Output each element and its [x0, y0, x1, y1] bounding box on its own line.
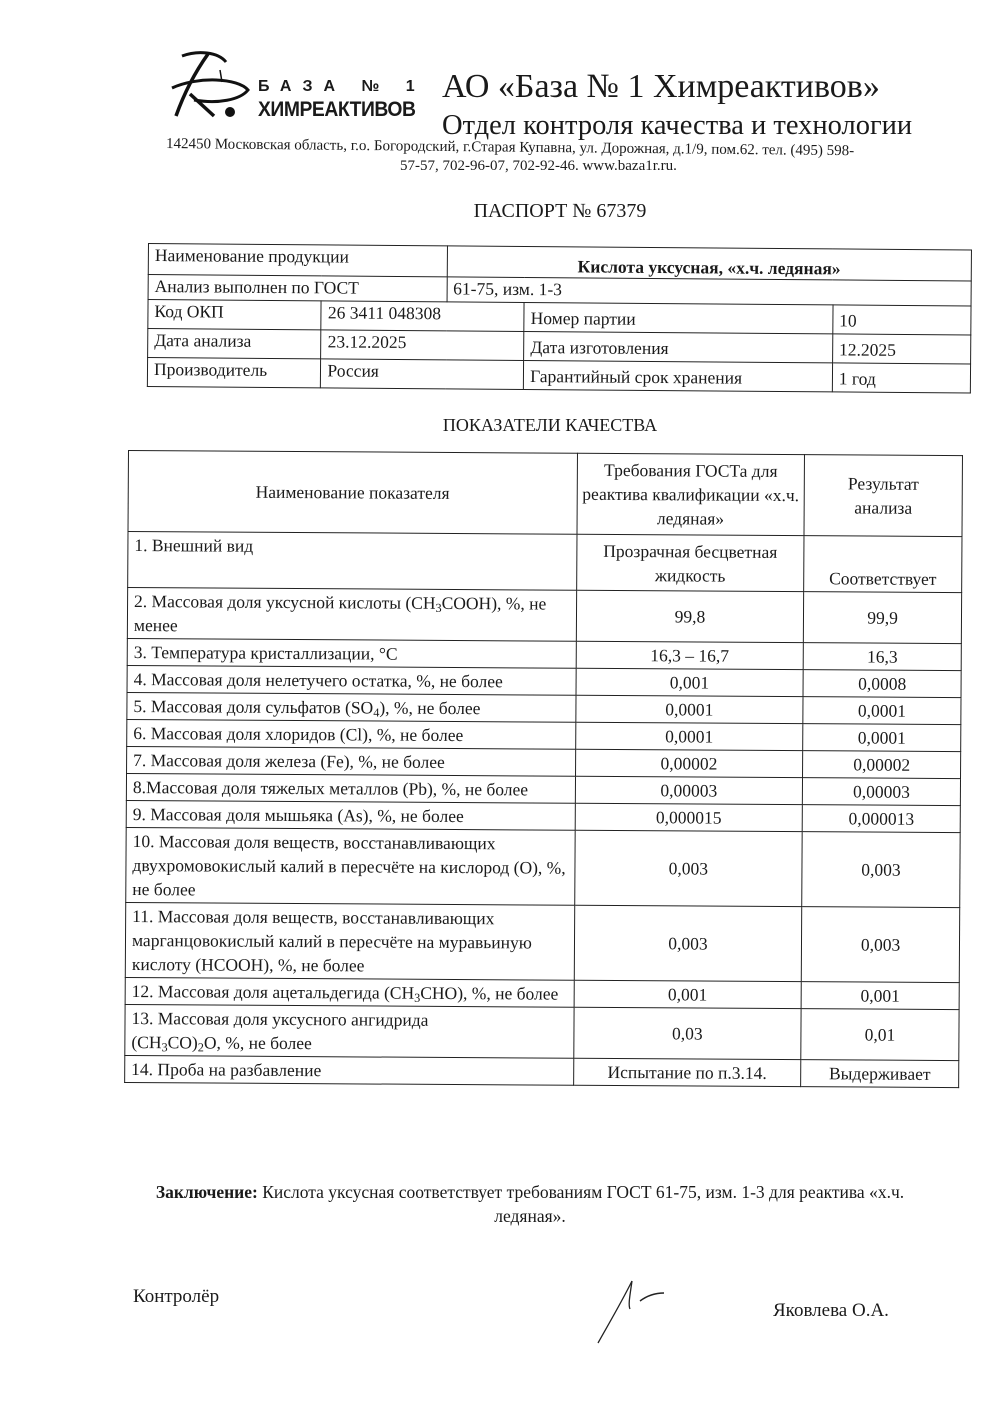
indicator-name: 9. Массовая доля мышьяка (As), %, не более	[126, 800, 575, 830]
okp-label: Код ОКП	[148, 300, 322, 330]
result-value: 0,000013	[802, 805, 960, 833]
requirement-value: 0,001	[574, 980, 802, 1008]
subscript: 3	[435, 600, 442, 615]
result-value: Соответствует	[804, 536, 962, 593]
header-requirement: Требования ГОСТа для реактива квалификации «х.ч. ледяная»	[577, 453, 805, 535]
requirement-value: Испытание по п.3.14.	[573, 1058, 801, 1086]
result-value: 0,0001	[803, 697, 961, 725]
producer-value: Россия	[321, 359, 524, 390]
name-part: CHO), %, не более	[420, 982, 559, 1004]
shelf-life-value: 1 год	[832, 363, 970, 393]
indicator-name	[127, 692, 576, 722]
requirement-value: 0,00002	[575, 749, 803, 777]
name-part: 5. Массовая доля сульфатов (SO	[133, 696, 374, 718]
table-row	[126, 827, 960, 907]
result-value: 0,003	[801, 907, 959, 983]
manufacture-date-label: Дата изготовления	[524, 331, 833, 362]
result-value: 0,00003	[803, 778, 961, 806]
result-value: 0,01	[801, 1009, 959, 1061]
logo-text-baza: БАЗА № 1	[258, 78, 426, 95]
shelf-life-label: Гарантийный срок хранения	[524, 360, 833, 391]
requirement-value: 0,00003	[575, 776, 803, 804]
quality-section-title: ПОКАЗАТЕЛИ КАЧЕСТВА	[442, 415, 658, 435]
conclusion-label: Заключение:	[155, 1182, 258, 1202]
name-part: 13. Массовая доля уксусного ангидрида (CH	[131, 1008, 429, 1053]
name-part: COOH), %, не менее	[133, 592, 547, 636]
conclusion	[150, 1180, 910, 1228]
controller-label: Контролёр	[133, 1286, 220, 1307]
gost-value: 61-75, изм. 1-3	[447, 277, 972, 306]
subscript: 3	[414, 990, 421, 1005]
product-label: Наименование продукции	[148, 244, 447, 277]
indicator-name	[125, 1004, 574, 1058]
result-value: Выдерживает	[801, 1060, 959, 1088]
result-value: 99,9	[804, 592, 962, 644]
requirement-value: 0,0001	[576, 695, 804, 723]
subscript: 2	[197, 1040, 204, 1055]
quality-table	[124, 450, 963, 1088]
indicator-name: 4. Массовая доля нелетучего остатка, %, не более	[127, 665, 576, 695]
manufacture-date-value: 12.2025	[832, 334, 970, 364]
indicator-name: 8.Массовая доля тяжелых металлов (Pb), %, не более	[126, 773, 575, 803]
passport-title: ПАСПОРТ № 67379	[473, 200, 647, 222]
analysis-date-label: Дата анализа	[148, 329, 322, 359]
header-result: Результат анализа	[804, 455, 962, 537]
batch-label: Номер партии	[524, 302, 833, 333]
requirement-value: 99,8	[576, 590, 804, 642]
company-logo-icon	[168, 48, 263, 120]
indicator-name: 3. Температура кристаллизации, °С	[127, 638, 576, 668]
table-row	[127, 588, 961, 644]
indicator-name: 10. Массовая доля веществ, восстанавливающих двухромовокислый калий в пересчёте на кислород (О), %, не более	[126, 827, 575, 905]
name-part: O, %, не более	[203, 1032, 312, 1054]
organization-title: АО «База № 1 Химреактивов»	[442, 68, 880, 105]
signature-icon	[590, 1275, 690, 1347]
table-row	[125, 1055, 959, 1087]
indicator-name: 1. Внешний вид	[128, 532, 577, 591]
result-value: 0,003	[802, 832, 960, 908]
result-value: 0,00002	[803, 751, 961, 779]
requirement-value: 0,0001	[575, 722, 803, 750]
requirement-value: 0,003	[574, 830, 802, 906]
table-row	[125, 1004, 959, 1060]
address-line-1: 142450 Московская область, г.о. Богородский, г.Старая Купавна, ул. Дорожная, д.1/9, пом.62. тел. (495) 598-	[165, 136, 855, 160]
indicator-name: 14. Проба на разбавление	[125, 1055, 574, 1085]
department-name: Отдел контроля качества и технологии	[442, 110, 913, 141]
table-row	[125, 902, 959, 982]
analysis-date-value: 23.12.2025	[321, 330, 524, 361]
name-part: ), %, не более	[379, 697, 481, 719]
result-value: 0,0008	[803, 670, 961, 698]
indicator-name: 11. Массовая доля веществ, восстанавливающих марганцовокислый калий в пересчёте на муравьиную кислоту (НСООН), %, не более	[125, 902, 574, 980]
result-value: 0,0001	[803, 724, 961, 752]
requirement-value: 0,03	[573, 1007, 801, 1059]
requirement-value: Прозрачная бесцветная жидкость	[576, 534, 804, 591]
product-value: Кислота уксусная, «х.ч. ледяная»	[447, 246, 972, 281]
requirement-value: 16,3 – 16,7	[576, 641, 804, 669]
signer-name: Яковлева О.А.	[773, 1300, 889, 1321]
subscript: 3	[161, 1040, 168, 1055]
header-indicator-name: Наименование показателя	[128, 451, 577, 535]
producer-label: Производитель	[147, 358, 321, 388]
requirement-value: 0,001	[576, 668, 804, 696]
info-row-producer	[147, 358, 970, 393]
batch-value: 10	[833, 305, 971, 335]
result-value: 0,001	[801, 982, 959, 1010]
table-row	[128, 532, 962, 593]
indicator-name: 7. Массовая доля железа (Fe), %, не более	[127, 746, 576, 776]
name-part: 2. Массовая доля уксусной кислоты (CH	[134, 591, 436, 613]
quality-header-row	[128, 451, 962, 537]
indicator-name	[125, 977, 574, 1007]
requirement-value: 0,003	[574, 905, 802, 981]
name-part: 12. Массовая доля ацетальдегида (CH	[131, 981, 415, 1003]
result-value: 16,3	[803, 643, 961, 671]
okp-value: 26 3411 048308	[321, 301, 524, 332]
indicator-name	[127, 588, 576, 642]
product-info-table	[147, 243, 972, 393]
gost-label: Анализ выполнен по ГОСТ	[148, 275, 447, 302]
address-line-2: 57-57, 702-96-07, 702-92-46. www.baza1r.ru.	[400, 158, 677, 174]
name-part: CO)	[167, 1032, 198, 1053]
subscript: 4	[373, 705, 380, 720]
conclusion-text: Кислота уксусная соответствует требованиям ГОСТ 61-75, изм. 1-3 для реактива «х.ч. ледяная».	[257, 1182, 905, 1226]
logo-text-himreaktivov: ХИМРЕАКТИВОВ	[258, 98, 416, 121]
requirement-value: 0,000015	[575, 803, 803, 831]
indicator-name: 6. Массовая доля хлоридов (Cl), %, не более	[127, 719, 576, 749]
